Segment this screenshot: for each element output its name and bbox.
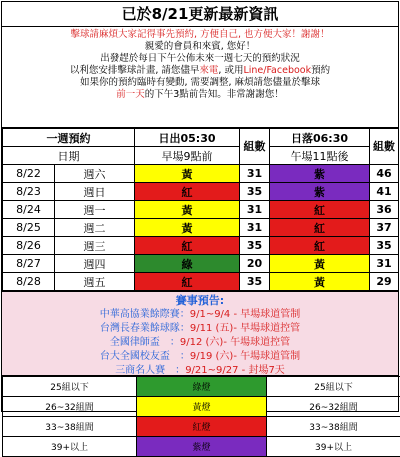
legend-light: 綠燈 (137, 377, 267, 397)
header-groups-pm-label: 組數 (373, 140, 395, 153)
morning-groups: 35 (240, 183, 270, 201)
evening-groups: 31 (370, 255, 399, 273)
header-evening-sub: 午場11點後 (270, 147, 370, 165)
event-item (2, 350, 398, 364)
notice-line-2: 親愛的會員和來賓, 您好！ (2, 41, 398, 53)
legend-range-am: 25組以下 (3, 377, 137, 397)
evening-status: 紅 (270, 237, 370, 255)
morning-status: 紅 (135, 183, 240, 201)
evening-status: 紫 (270, 183, 370, 201)
schedule-day: 週二 (55, 219, 135, 237)
header-morning-sub: 早場9點前 (135, 147, 240, 165)
event-name: 台灣長春業餘球隊： (100, 323, 190, 334)
schedule-date: 8/27 (3, 255, 55, 273)
schedule-table (2, 128, 399, 291)
notice-line-4e: 預約 (311, 65, 330, 76)
legend-row (3, 417, 400, 437)
event-date: 9/11 (五) (190, 323, 233, 334)
event-name: 台大全國校友盃 ： (100, 351, 190, 362)
event-item (2, 336, 398, 350)
schedule-row (3, 201, 399, 219)
event-note: - 早場球道管制 (230, 309, 300, 320)
morning-groups: 31 (240, 219, 270, 237)
schedule-header-row-2 (3, 147, 399, 165)
schedule-day: 週日 (55, 183, 135, 201)
notice-line-6b: 的下午3點前告知。非常謝謝您！ (145, 89, 284, 100)
evening-groups: 41 (370, 183, 399, 201)
notice-box (2, 27, 398, 128)
schedule-row (3, 219, 399, 237)
event-date: 9/1~9/4 (190, 309, 231, 320)
event-item (2, 308, 398, 322)
legend-range-am: 39+以上 (3, 437, 137, 457)
evening-status: 黃 (270, 273, 370, 291)
schedule-date: 8/25 (3, 219, 55, 237)
notice-line-4d: Line/Facebook (243, 65, 311, 76)
notice-line-4b: 來電 (199, 65, 218, 76)
event-note: - 午場球道控管 (223, 337, 290, 348)
event-note: - 午場球道管制 (233, 351, 300, 362)
schedule-row (3, 273, 399, 291)
event-name: 中華高協業餘際賽： (100, 309, 190, 320)
schedule-day: 週四 (55, 255, 135, 273)
morning-status: 紅 (135, 273, 240, 291)
morning-groups: 20 (240, 255, 270, 273)
schedule-date: 8/23 (3, 183, 55, 201)
legend-row (3, 377, 400, 397)
header-groups-pm (370, 129, 399, 165)
schedule-date: 8/26 (3, 237, 55, 255)
event-date: 9/19 (六) (190, 351, 233, 362)
legend-table (2, 376, 400, 457)
event-note: - 封場7天 (238, 365, 284, 376)
schedule-date: 8/28 (3, 273, 55, 291)
event-name: 全國律師盃 ： (110, 337, 180, 348)
legend-range-pm: 26~32組間 (267, 397, 400, 417)
morning-status: 黃 (135, 201, 240, 219)
evening-groups: 35 (370, 237, 399, 255)
notice-line-4a: 以利您安排擊球計畫, 請您儘早 (70, 65, 200, 76)
legend-body (3, 377, 400, 457)
header-evening: 日落06:30 (270, 129, 370, 147)
header-groups-am (240, 129, 270, 165)
event-note: - 早場球道控管 (233, 323, 300, 334)
legend-light: 黃燈 (137, 397, 267, 417)
legend-row (3, 437, 400, 457)
evening-groups: 37 (370, 219, 399, 237)
schedule-header-row-1 (3, 129, 399, 147)
schedule-day: 週一 (55, 201, 135, 219)
schedule-body (3, 165, 399, 291)
legend-row (3, 397, 400, 417)
event-name: 三商名人賽 ： (115, 365, 185, 376)
notice-line-4c: , 或用 (218, 65, 243, 76)
notice-line-1: 擊球請麻煩大家記得事先預約, 方便自己, 也方便大家！謝謝！ (2, 29, 398, 41)
evening-status: 黃 (270, 255, 370, 273)
schedule-date: 8/22 (3, 165, 55, 183)
morning-status: 黃 (135, 219, 240, 237)
event-date: 9/12 (六) (180, 337, 223, 348)
morning-groups: 35 (240, 273, 270, 291)
header-groups-am-label: 組數 (244, 140, 266, 153)
event-item (2, 322, 398, 336)
evening-status: 紫 (270, 165, 370, 183)
header-morning: 日出05:30 (135, 129, 240, 147)
morning-groups: 31 (240, 201, 270, 219)
notice-line-4 (2, 65, 398, 77)
notice-line-5: 如果你的預約臨時有變動, 需要調整, 麻煩請您儘量於擊球 (2, 77, 398, 89)
events-box (2, 291, 398, 376)
notice-line-3: 出發趕於每日下午公佈未來一週七天的預約狀況 (2, 53, 398, 65)
evening-groups: 29 (370, 273, 399, 291)
event-date: 9/21~9/27 (185, 365, 238, 376)
morning-groups: 35 (240, 237, 270, 255)
header-date: 日期 (3, 147, 135, 165)
schedule-day: 週六 (55, 165, 135, 183)
legend-light: 紫燈 (137, 437, 267, 457)
morning-groups: 31 (240, 165, 270, 183)
legend-range-pm: 39+以上 (267, 437, 400, 457)
events-list (2, 308, 398, 378)
morning-status: 紅 (135, 237, 240, 255)
schedule-day: 週三 (55, 237, 135, 255)
schedule-row (3, 237, 399, 255)
evening-status: 紅 (270, 201, 370, 219)
notice-line-6a: 前一天 (116, 89, 145, 100)
legend-range-am: 26~32組間 (3, 397, 137, 417)
header-week-booking: 一週預約 (3, 129, 135, 147)
legend-range-pm: 33~38組間 (267, 417, 400, 437)
notice-line-6 (2, 89, 398, 101)
schedule-date: 8/24 (3, 201, 55, 219)
schedule-row (3, 255, 399, 273)
evening-groups: 46 (370, 165, 399, 183)
page-title: 已於8/21更新最新資訊 (2, 2, 398, 27)
evening-status: 紅 (270, 219, 370, 237)
morning-status: 綠 (135, 255, 240, 273)
legend-range-pm: 25組以下 (267, 377, 400, 397)
legend-light: 紅燈 (137, 417, 267, 437)
evening-groups: 36 (370, 201, 399, 219)
schedule-day: 週五 (55, 273, 135, 291)
schedule-row (3, 165, 399, 183)
booking-board (1, 1, 399, 412)
schedule-row (3, 183, 399, 201)
morning-status: 黃 (135, 165, 240, 183)
legend-range-am: 33~38組間 (3, 417, 137, 437)
events-heading: 賽事預告: (2, 294, 398, 308)
